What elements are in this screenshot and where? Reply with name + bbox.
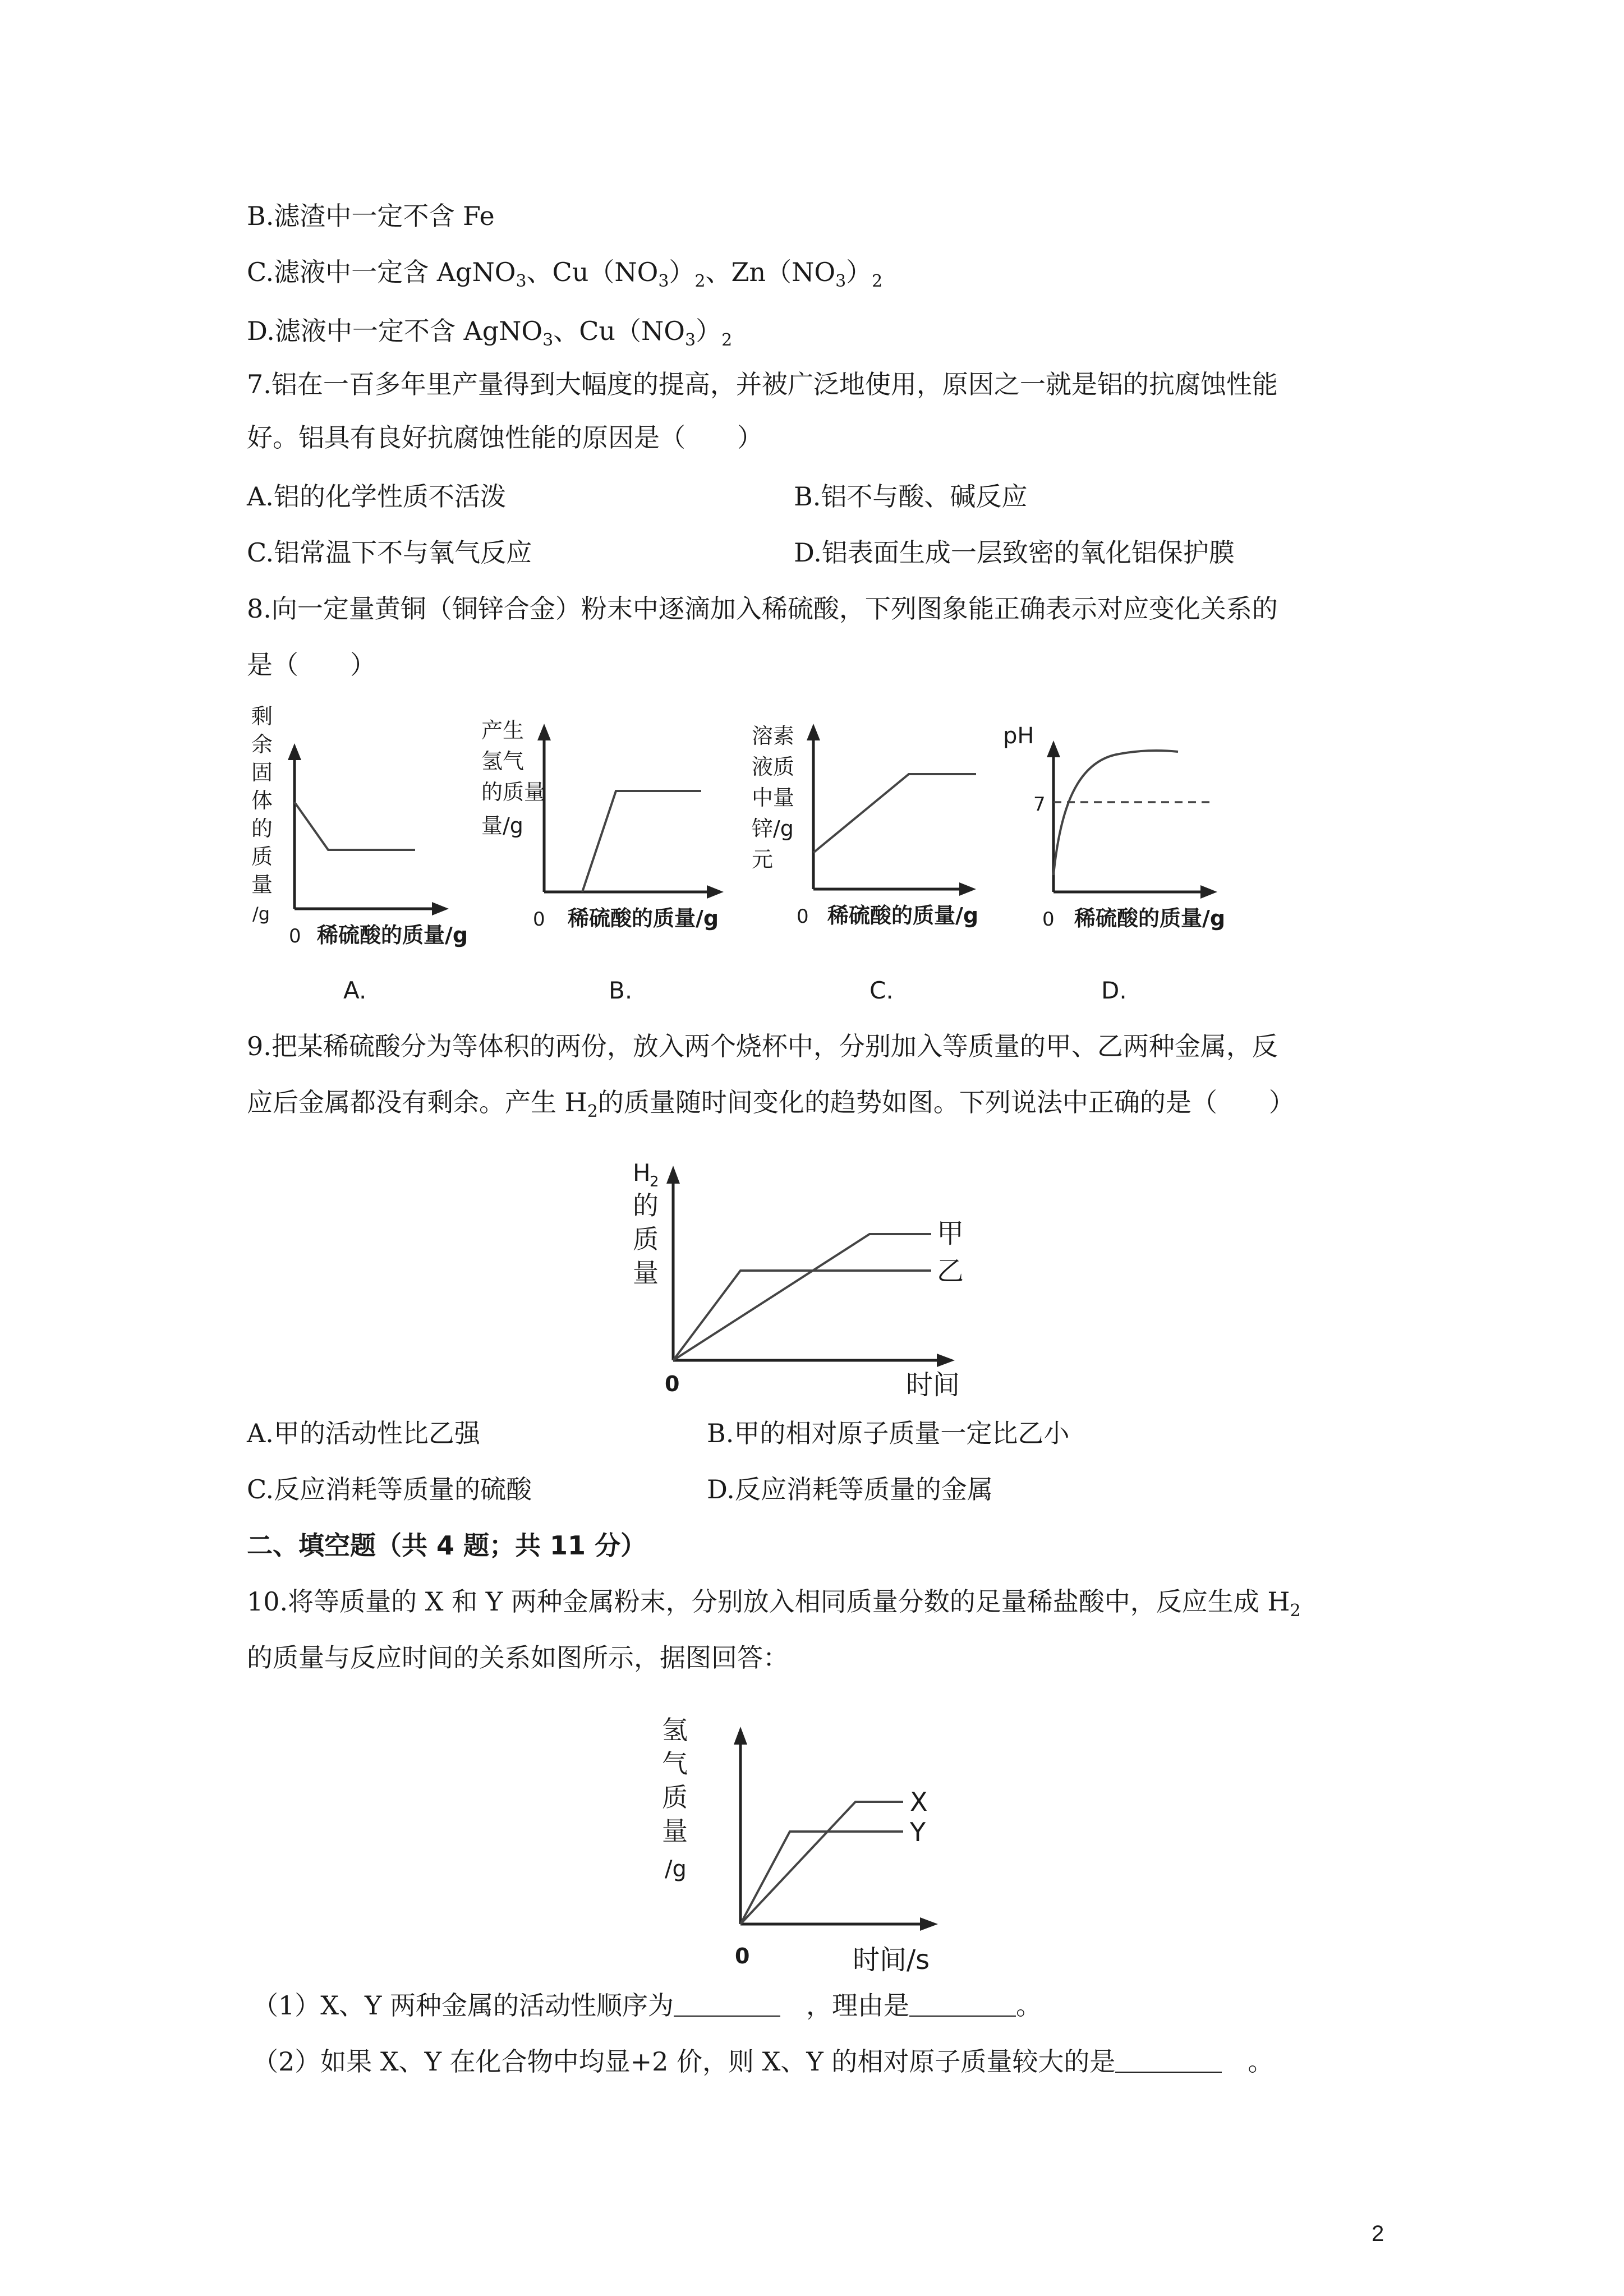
graph-c-y-arrow [807,724,820,740]
q8-graph-b [481,718,724,1004]
page-number: 2 [1372,2221,1384,2246]
graph-c-ylabel-4: 元 [752,847,774,872]
q9-series-yi-label: 乙 [937,1255,964,1287]
q10-sub1: （1）X、Y 两种金属的活动性顺序为 ，理由是 。 [252,1990,1042,2021]
q10-ylabel-1: 气 [662,1749,688,1779]
graph-c-ylabel-2: 中量 [752,785,795,810]
graph-b-ylabel-1: 氢气 [481,749,525,774]
section-2-heading: 二、填空题（共 4 题；共 11 分） [247,1530,647,1561]
q6-option-d: D.滤液中一定不含 AgNO$_3$、$Cu(NO_3)_2$ [247,316,733,350]
graph-a-ylabel-0: 剩 [251,704,273,729]
graph-d-caption: D. [1101,977,1127,1004]
graph-b-x-arrow [707,885,724,899]
q9-option-c: C.反应消耗等质量的硫酸 [247,1474,532,1504]
graph-a-ylabel-5: 质 [251,844,273,869]
graph-a-x-arrow [432,902,449,915]
q7-option-c: C.铝常温下不与氧气反应 [247,537,532,568]
q9-origin: 0 [665,1372,680,1396]
graph-a-ylabel-1: 余 [251,732,273,757]
q10-stem-line1: 10.将等质量的 X 和 Y 两种金属粉末，分别放入相同质量分数的足量稀盐酸中，反应生成 $H_2$ [247,1586,1301,1621]
q9-series-jia-label: 甲 [937,1218,964,1249]
graph-d-xlabel: 稀硫酸的质量/g [1074,906,1226,931]
q7-stem-line2: 好。铝具有良好抗腐蚀性能的原因是（ ） [247,422,763,453]
graph-d-curve [1053,751,1178,875]
q10-origin: 0 [735,1944,750,1968]
graph-b-curve [582,791,701,892]
graph-a-ylabel-4: 的 [251,816,273,841]
graph-c-xlabel: 稀硫酸的质量/g [827,903,979,928]
q9-option-a: A.甲的活动性比乙强 [247,1418,480,1448]
q10-series-x-label: X [910,1787,928,1817]
q9-option-d: D.反应消耗等质量的金属 [707,1474,993,1504]
q9-xlabel: 时间 [906,1369,960,1401]
graph-a-xlabel: 稀硫酸的质量/g [317,923,468,947]
graph-c-origin: 0 [797,905,809,928]
q10-series-x [740,1802,903,1924]
graph-b-caption: B. [609,977,633,1004]
q9-series-jia [673,1234,931,1360]
graph-a-curve [295,802,415,850]
q9-ylabel-0: 的 [633,1190,659,1221]
q9-series-yi [673,1271,931,1360]
graph-d-x-arrow [1200,885,1217,899]
graph-b-xlabel: 稀硫酸的质量/g [568,906,719,931]
q10-x-arrow [920,1917,938,1931]
q9-stem-line1: 9.把某稀硫酸分为等体积的两份，放入两个烧杯中，分别加入等质量的甲、乙两种金属，反 [247,1031,1278,1061]
q8-stem-line2: 是（ ） [247,650,376,680]
graph-c-curve [813,774,976,853]
q8-graphs [0,0,1624,1010]
q10-sub1-blank-1[interactable] [674,1993,780,2017]
graph-d-y-arrow [1047,740,1060,757]
q10-stem-line2: 的质量与反应时间的关系如图所示，据图回答： [247,1642,789,1673]
graph-b-origin: 0 [533,908,545,931]
graph-d-ylabel: pH [1003,723,1034,749]
graph-c-x-arrow [959,882,976,896]
graph-a-y-arrow [288,743,301,760]
q10-ylabel-2: 质 [662,1782,688,1812]
q10-xlabel: 时间/s [853,1944,930,1976]
q7-option-a: A.铝的化学性质不活泼 [247,481,506,512]
graph-a-origin: 0 [289,925,301,947]
q10-y-arrow [734,1727,747,1745]
graph-b-ylabel-2: 的质量 [481,780,546,804]
graph-b-y-arrow [537,724,551,740]
graph-c-ylabel-1: 液质 [752,754,795,779]
q8-graph-d [1003,723,1225,1004]
q10-sub2: （2）如果 X、Y 在化合物中均显+2 价，则 X、Y 的相对原子质量较大的是 。 [252,2046,1274,2077]
q6-option-b: B.滤渣中一定不含 Fe [247,201,495,231]
q7-option-b: B.铝不与酸、碱反应 [794,481,1028,512]
q10-series-y-label: Y [910,1817,926,1847]
q9-ylabel-2: 量 [633,1258,659,1288]
q9-stem-line2: 应后金属都没有剩余。产生 $H_2$的质量随时间变化的趋势如图。下列说法中正确的是（ ） [247,1087,1295,1121]
q6-option-c: C.滤液中一定含 AgNO$_3$、$Cu(NO_3)_2$、$Zn(NO_3)_2$ [247,257,883,291]
q8-graph-a [251,704,468,1004]
graph-d-origin: 0 [1042,908,1055,931]
graph-a-caption: A. [343,977,367,1004]
graph-a-ylabel-7: /g [252,903,270,924]
graph-a-ylabel-2: 固 [251,760,273,785]
q7-stem-line1: 7.铝在一百多年里产量得到大幅度的提高，并被广泛地使用，原因之一就是铝的抗腐蚀性能 [247,369,1278,399]
q9-ylabel-h: H [633,1159,651,1186]
graph-d-tick-7: 7 [1033,793,1046,816]
q9-y-arrow [666,1166,680,1184]
q8-graph-c [752,724,978,1004]
q10-ylabel-3: 量 [662,1816,688,1846]
graph-c-ylabel-0: 溶素 [752,724,795,748]
q8-stem-line1: 8.向一定量黄铜（铜锌合金）粉末中逐滴加入稀硫酸，下列图象能正确表示对应变化关系的 [247,593,1278,624]
q9-option-b: B.甲的相对原子质量一定比乙小 [707,1418,1070,1448]
graph-c-ylabel-3: 锌/g [752,816,794,841]
q9-graph [617,1144,1010,1419]
q9-x-arrow [937,1354,955,1367]
q9-ylabel-1: 质 [633,1224,659,1254]
graph-b-ylabel-3: 量/g [481,813,523,838]
q10-graph [645,1694,993,1980]
graph-c-caption: C. [869,977,894,1004]
q10-ylabel-4: /g [665,1856,687,1882]
q7-option-d: D.铝表面生成一层致密的氧化铝保护膜 [794,537,1235,568]
graph-a-ylabel-3: 体 [251,788,273,813]
q10-series-y [740,1832,903,1924]
q10-sub2-blank[interactable] [1115,2049,1222,2073]
graph-b-ylabel-0: 产生 [481,718,525,743]
q10-ylabel-0: 氢 [662,1715,688,1745]
graph-a-ylabel-6: 量 [251,872,273,897]
q9-ylabel-sub: 2 [650,1174,659,1190]
q10-sub1-blank-2[interactable] [909,1993,1016,2017]
